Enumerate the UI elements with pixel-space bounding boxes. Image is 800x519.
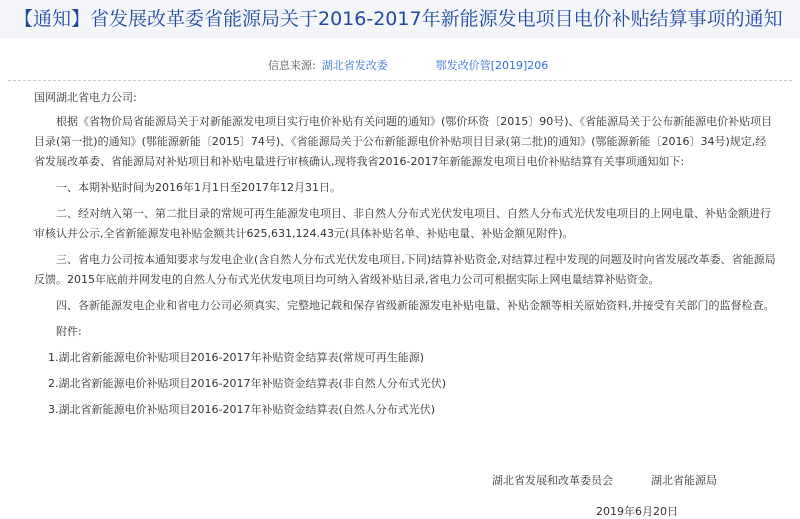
attachment-item: 3.湖北省新能源电价补贴项目2016-2017年补贴资金结算表(自然人分布式光伏) xyxy=(48,403,436,416)
salutation: 国网湖北省电力公司: xyxy=(34,91,137,104)
source-label: 信息来源: xyxy=(268,59,316,72)
attachment-item: 1.湖北省新能源电价补贴项目2016-2017年补贴资金结算表(常规可再生能源) xyxy=(48,351,425,364)
notice-body xyxy=(34,88,776,420)
paragraph-4: 三、省电力公司按本通知要求与发电企业(含自然人分布式光伏发电项目,下同)结算补贴资金,对结算过程中发现的问题及时向省发展改革委、省能源局反馈。2015年底前并网发电的自然人分布式光伏发电项目均可纳入省级补贴目录,省电力公司可根据实际上网电量结算补贴资金。 xyxy=(34,253,776,286)
notice-meta xyxy=(268,57,548,73)
paragraph-3: 二、经对纳入第一、第二批目录的常规可再生能源发电项目、非自然人分布式光伏发电项目、自然人分布式光伏发电项目的上网电量、补贴金额进行审核认并公示,全省新能源发电补贴金额共计625,631,124.43元(具体补贴名单、补贴电量、补贴金额见附件)。 xyxy=(34,207,771,240)
notice-title: 【通知】省发展改革委省能源局关于2016-2017年新能源发电项目电价补贴结算事项的通知 xyxy=(0,0,800,38)
doc-number-link[interactable]: 鄂发改价管[2019]206 xyxy=(435,59,549,72)
paragraph-5: 四、各新能源发电企业和省电力公司必须真实、完整地记载和保存省级新能源发电补贴电量、补贴金额等相关原始资料,并接受有关部门的监督检查。 xyxy=(56,299,775,312)
attachments-label: 附件: xyxy=(56,325,82,338)
signature-orgs xyxy=(492,472,717,488)
divider xyxy=(8,80,792,81)
signature-org-2: 湖北省能源局 xyxy=(651,474,717,487)
signature-date: 2019年6月20日 xyxy=(596,505,678,518)
paragraph-1: 根据《省物价局省能源局关于对新能源发电项目实行电价补贴有关问题的通知》(鄂价环资〔2015〕90号)、《省能源局关于公布新能源电价补贴项目目录(第一批)的通知》(鄂能源新能〔2015〕74号)、《省能源局关于公布新能源电价补贴项目目录(第二批)的通知》(鄂能源新能〔2016〕34号)规定,经省发展改革委、省能源局对补贴项目和补贴电量进行审核确认,现将我省2016-2017年新能源发电项目电价补贴结算有关事项通知如下: xyxy=(34,115,773,168)
signature-org-1: 湖北省发展和改革委员会 xyxy=(492,474,613,487)
attachment-item: 2.湖北省新能源电价补贴项目2016-2017年补贴资金结算表(非自然人分布式光伏) xyxy=(48,377,447,390)
source-link[interactable]: 湖北省发改委 xyxy=(321,59,388,72)
paragraph-2: 一、本期补贴时间为2016年1月1日至2017年12月31日。 xyxy=(56,181,341,194)
